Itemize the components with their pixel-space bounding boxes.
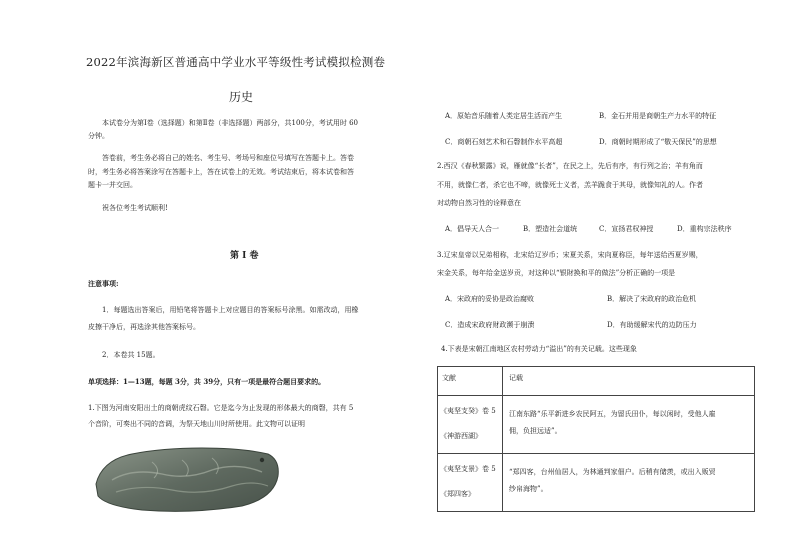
question-2-line-2: 不用，就像仁者，杀它也不啼，就像死士义者，羔羊跪食于其母，就像知礼的人。作者 — [437, 181, 703, 189]
q3-option-a: A．宋政府的妥协是政治腐败 — [445, 295, 535, 303]
q3-option-b: B．解决了宋政府的政治危机 — [607, 295, 697, 303]
question-1-line-1: 1.下图为河南安阳出土的商朝虎纹石磬。它是迄今为止发现的形体最大的商磬，共有 5 — [88, 404, 354, 412]
q1-option-d: D．商朝时期形成了“敬天保民”的思想 — [599, 138, 717, 146]
row1-source-2: 《神游西湖》 — [440, 432, 482, 440]
q2-option-a: A．倡导天人合一 — [445, 225, 500, 233]
row2-record-1: “郑四客，台州仙居人，为林通判家佃户。后稍有储羡，或出入贩贸 — [509, 468, 716, 476]
table-row — [438, 396, 755, 454]
q2-option-d: D．重构宗法秩序 — [677, 225, 732, 233]
notice-2: 2．本卷共 15题。 — [102, 351, 160, 359]
intro-line-2: 分钟。 — [88, 132, 109, 140]
instructions-line-2: 时，考生务必将答案涂写在答题卡上，答在试卷上的无效。考试结束后，将本试卷和答 — [88, 168, 354, 176]
row1-source-1: 《夷坚支癸》卷 5 — [440, 407, 496, 415]
single-choice-instructions: 单项选择：1—13题，每题 3分，共 39分，只有一项是最符合题目要求的。 — [88, 377, 326, 386]
q1-option-a: A．原始音乐随着人类定居生活而产生 — [445, 112, 563, 120]
instructions-line-1: 答卷前，考生务必将自己的姓名、考生号、考场号和座位号填写在答题卡上。答卷 — [102, 154, 354, 162]
good-luck-text: 祝各位考生考试顺利! — [102, 204, 168, 212]
question-4: 4.下表是宋朝江南地区农村劳动力“溢出”的有关记载。这些现象 — [441, 345, 637, 353]
row2-source-1: 《夷坚支景》卷 5 — [440, 465, 496, 473]
row2-record-2: 纱帛海物”。 — [509, 485, 548, 493]
notice-1-line-2: 皮擦干净后，再选涂其他答案标号。 — [88, 323, 200, 331]
row1-record-2: 佣，负担远适”。 — [509, 427, 562, 435]
section-title: 第 Ⅰ 卷 — [230, 251, 259, 261]
q3-option-c: C．造成宋政府财政濒于崩溃 — [445, 321, 535, 329]
question-2-line-3: 对动物自然习性的诠释意在 — [437, 199, 521, 207]
row2-source-2: 《郑四客》 — [440, 490, 475, 498]
row1-record-1: 江南东路“乐平新进乡农民阿五，为留氏田仆，每以闲时，受他人雇 — [509, 410, 716, 418]
stone-chime-image — [92, 440, 282, 514]
question-3-line-1: 3.辽宋皇帝以兄弟相称，北宋给辽岁币；宋夏关系，宋向夏称臣，每年送给西夏岁赐， — [437, 251, 703, 259]
exam-title: 2022年滨海新区普通高中学业水平等级性考试模拟检测卷 — [86, 55, 386, 69]
notice-1-line-1: 1．每题选出答案后，用铅笔将答题卡上对应题目的答案标号涂黑。如需改动，用橡 — [102, 306, 359, 314]
notice-title: 注意事项: — [88, 279, 119, 288]
question-1-line-2: 个音阶，可奏出不同的音调，为祭天地山川时所使用。此文物可以证明 — [88, 420, 305, 428]
q1-option-c: C．商朝石刻艺术和石磬制作水平高超 — [445, 138, 563, 146]
records-table — [437, 366, 755, 512]
question-3-line-2: 宋金关系，每年给金送岁贡，对这种以“银財换和平的做法”分析正确的一项是 — [437, 269, 676, 277]
table-row — [438, 454, 755, 512]
q2-option-b: B．塑造社会道统 — [523, 225, 578, 233]
question-2-line-1: 2.西汉《春秋繁露》说，雁就像“长者”，在民之上，先后有序，有行列之治；羊有角而 — [437, 162, 703, 170]
table-header-record: 记载 — [503, 367, 755, 396]
q3-option-d: D．有助缓解宋代的边防压力 — [607, 321, 697, 329]
table-header-source: 文献 — [438, 367, 503, 396]
instructions-line-3: 题卡一并交回。 — [88, 181, 137, 189]
intro-line-1: 本试卷分为第Ⅰ卷（选择题）和第Ⅱ卷（非选择题）两部分，共100分，考试用时 60 — [102, 119, 359, 127]
q1-option-b: B．金石并用是商朝生产力水平的特征 — [599, 112, 717, 120]
subject-title: 历史 — [229, 90, 254, 104]
q2-option-c: C．宣扬君权神授 — [599, 225, 654, 233]
